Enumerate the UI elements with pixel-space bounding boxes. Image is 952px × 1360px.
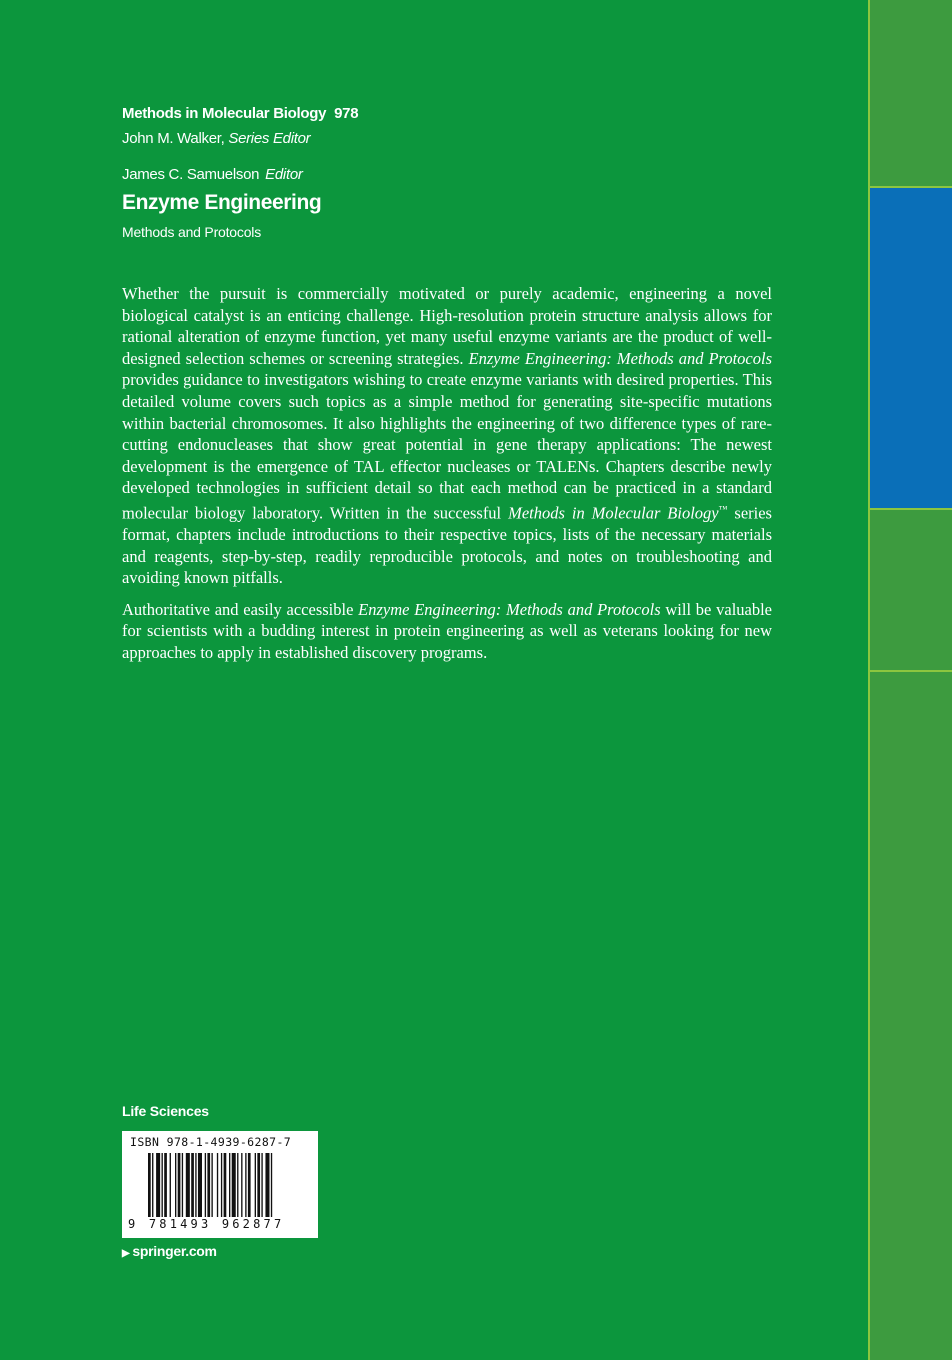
description-paragraph-1: Whether the pursuit is commercially motivated or purely academic, engineering a novel biological catalyst is an enticing challenge. High-resolution protein structure analysis allows for rational alteration of enzyme function, yet many useful enzyme variants are the product of well-designed selection schemes or screening strategies. Enzyme Engineering: Methods and Protocols provides guidance to investigators wishing to create enzyme variants with desired properties. This detailed volume covers such topics as a simple method for generating site-specific mutations within bacterial chromosomes. It also highlights the engineering of two difference types of rare-cutting endonucleases that show great potential in gene therapy applications: The newest development is the emergence of TAL effector nucleases or TALENs. Chapters describe newly developed technologies in sufficient detail so that each method can be practiced in a standard molecular biology laboratory. Written in the successful Methods in Molecular Biology™ series format, chapters include introductions to their respective topics, lists of the necessary materials and reagents, step-by-step, readily reproducible protocols, and notes on troubleshooting and avoiding known pitfalls.: [122, 284, 773, 588]
sidebar-rule-top: [868, 186, 952, 188]
series-editor-role: Series Editor: [228, 130, 311, 147]
volume-editor: [122, 166, 303, 183]
spine-color-band: [868, 0, 952, 1360]
barcode-bars: [148, 1153, 310, 1223]
sidebar-blue-block: [870, 186, 952, 508]
series-name: Methods in Molecular Biology: [122, 105, 327, 122]
barcode-digits: 9 781493 962877: [128, 1217, 285, 1231]
sidebar-rule-bottom: [868, 670, 952, 672]
description-paragraph-2: Authoritative and easily accessible Enzyme Engineering: Methods and Protocols will be valuable for scientists with a budding interest in protein engineering as well as veterans looking for new approaches to apply in established discovery programs.: [122, 599, 773, 662]
arrow-right-icon: ▶: [122, 1248, 130, 1259]
book-description: [122, 283, 772, 674]
volume-editor-name: James C. Samuelson: [122, 166, 260, 183]
isbn-barcode: [122, 1131, 318, 1238]
volume-editor-role: Editor: [265, 166, 303, 183]
book-title: Enzyme Engineering: [122, 191, 322, 214]
series-number: 978: [334, 105, 359, 122]
publisher-url: springer.com: [132, 1243, 217, 1259]
book-subtitle: Methods and Protocols: [122, 224, 261, 240]
publisher-link[interactable]: [122, 1243, 217, 1259]
subject-category: Life Sciences: [122, 1103, 209, 1119]
series-editor-name: John M. Walker,: [122, 130, 225, 147]
sidebar-rule-middle: [868, 508, 952, 510]
series-editor: [122, 130, 310, 147]
series-heading: [122, 105, 358, 122]
isbn-text: ISBN 978-1-4939-6287-7: [130, 1135, 292, 1149]
